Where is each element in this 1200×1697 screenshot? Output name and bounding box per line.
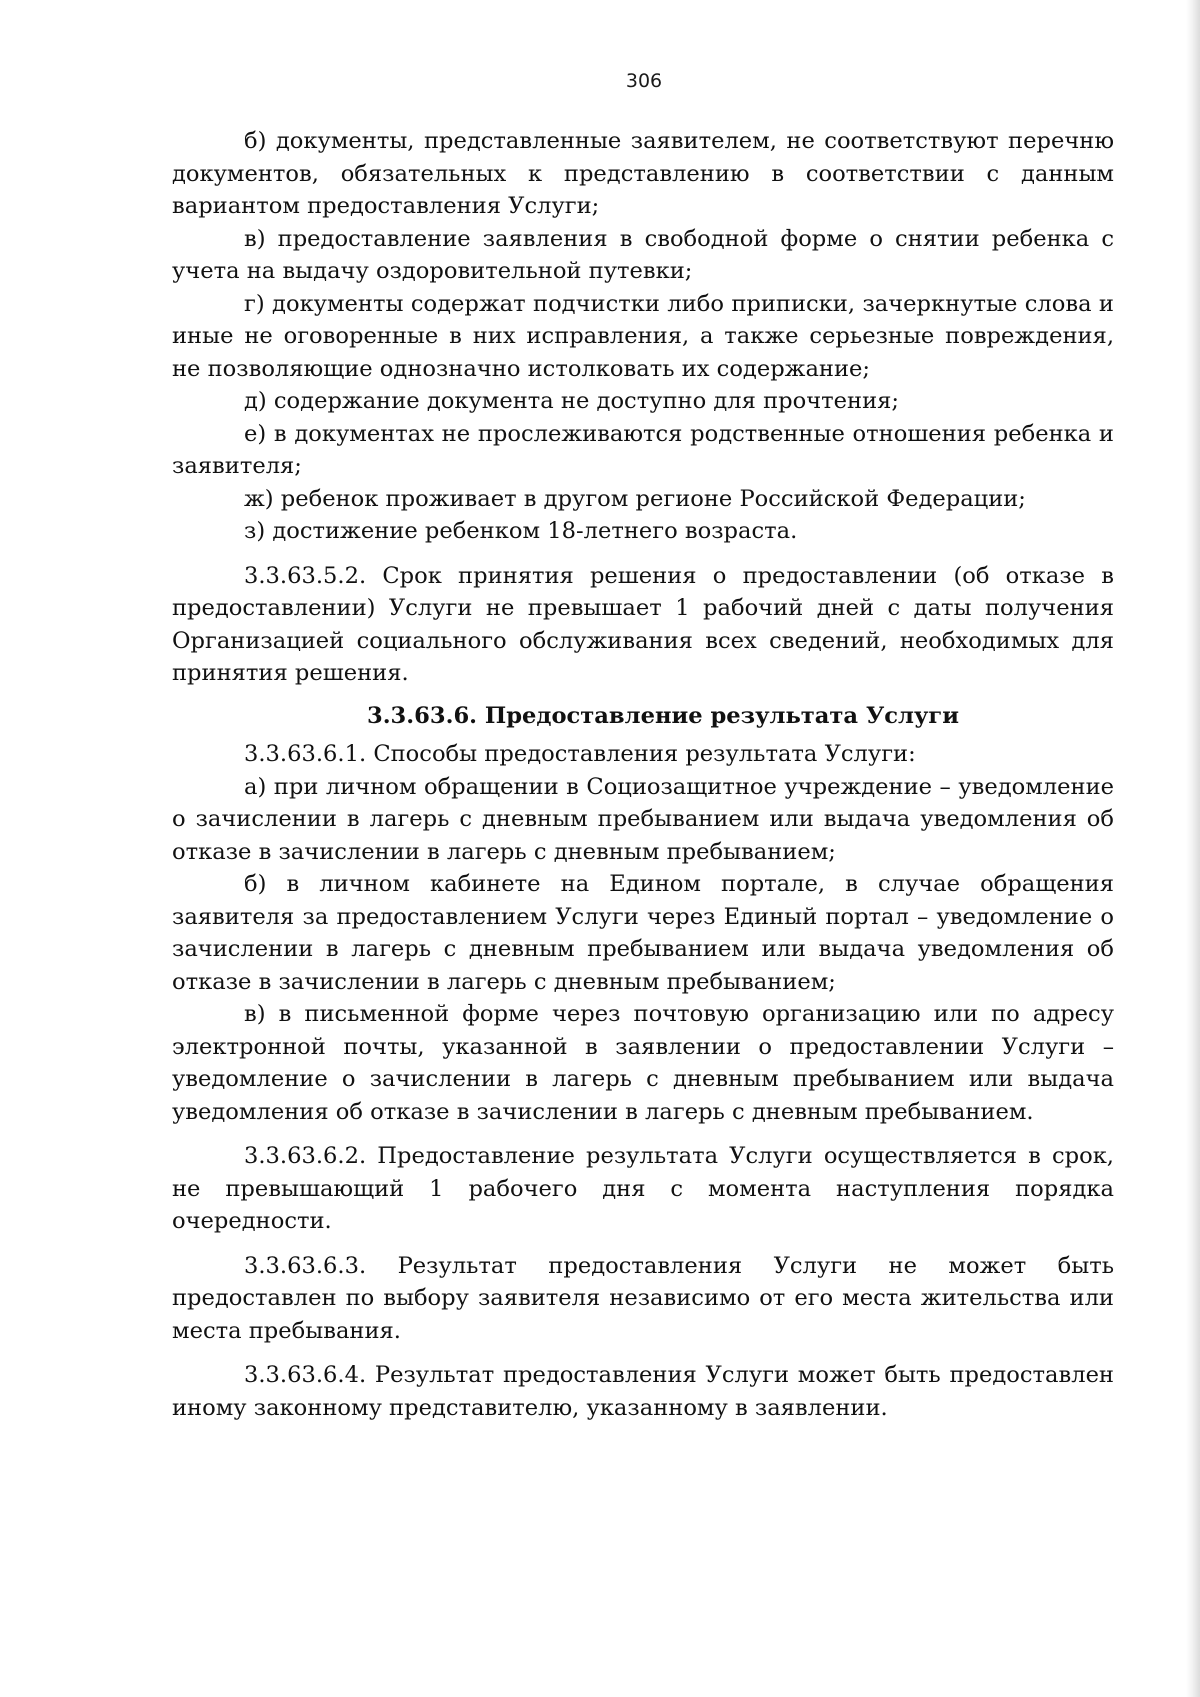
clause-3-3-63-6-2: 3.3.63.6.2. Предоставление результата Услуги осуществляется в срок, не превышающий 1 рабочего дня с момента наступления порядка очередности. <box>172 1143 1114 1234</box>
list-item-zh: ж) ребенок проживает в другом регионе Российской Федерации; <box>244 485 1026 512</box>
document-body <box>172 125 1114 1424</box>
list-item-z: з) достижение ребенком 18-летнего возраста. <box>244 518 798 544</box>
section-heading: 3.3.63.6. Предоставление результата Услуги <box>366 702 960 729</box>
method-item-v: в) в письменной форме через почтовую организацию или по адресу электронной почты, указанной в заявлении о предоставлении Услуги – уведомление о зачислении в лагерь с дневным пребыванием или выдача уведомления об отказе в зачислении в лагерь с дневным пребыванием. <box>172 1001 1114 1125</box>
clause-3-3-63-6-4: 3.3.63.6.4. Результат предоставления Услуги может быть предоставлен иному законному представителю, указанному в заявлении. <box>172 1362 1114 1421</box>
method-item-a: а) при личном обращении в Социозащитное учреждение – уведомление о зачислении в лагерь с дневным пребыванием или выдача уведомления об отказе в зачислении в лагерь с дневным пребыванием; <box>172 773 1114 865</box>
page-number: 306 <box>625 70 663 92</box>
list-item-e: е) в документах не прослеживаются родственные отношения ребенка и заявителя; <box>172 420 1114 479</box>
page-edge-shadow <box>1186 0 1200 1697</box>
list-item-d: д) содержание документа не доступно для прочтения; <box>244 388 900 414</box>
method-item-b: б) в личном кабинете на Едином портале, в случае обращения заявителя за предоставлением Услуги через Единый портал – уведомление о зачислении в лагерь с дневным пребыванием или выдача уведомления об отказе в зачислении в лагерь с дневным пребыванием; <box>172 871 1114 995</box>
list-item-g: г) документы содержат подчистки либо приписки, зачеркнутые слова и иные не оговоренные в них исправления, а также серьезные повреждения, не позволяющие однозначно истолковать их содержание; <box>172 290 1114 382</box>
clause-3-3-63-5-2: 3.3.63.5.2. Срок принятия решения о предоставлении (об отказе в предоставлении) Услуги не превышает 1 рабочий дней с даты получения Организацией социального обслуживания всех сведений, необходимых для принятия решения. <box>172 562 1114 686</box>
clause-3-3-63-6-3: 3.3.63.6.3. Результат предоставления Услуги не может быть предоставлен по выбору заявителя независимо от его места жительства или места пребывания. <box>172 1252 1114 1344</box>
list-item-b: б) документы, представленные заявителем, не соответствуют перечню документов, обязательных к представлению в соответствии с данным вариантом предоставления Услуги; <box>172 128 1114 219</box>
clause-3-3-63-6-1: 3.3.63.6.1. Способы предоставления результата Услуги: <box>244 741 916 767</box>
list-item-v: в) предоставление заявления в свободной форме о снятии ребенка с учета на выдачу оздоровительной путевки; <box>172 225 1114 284</box>
